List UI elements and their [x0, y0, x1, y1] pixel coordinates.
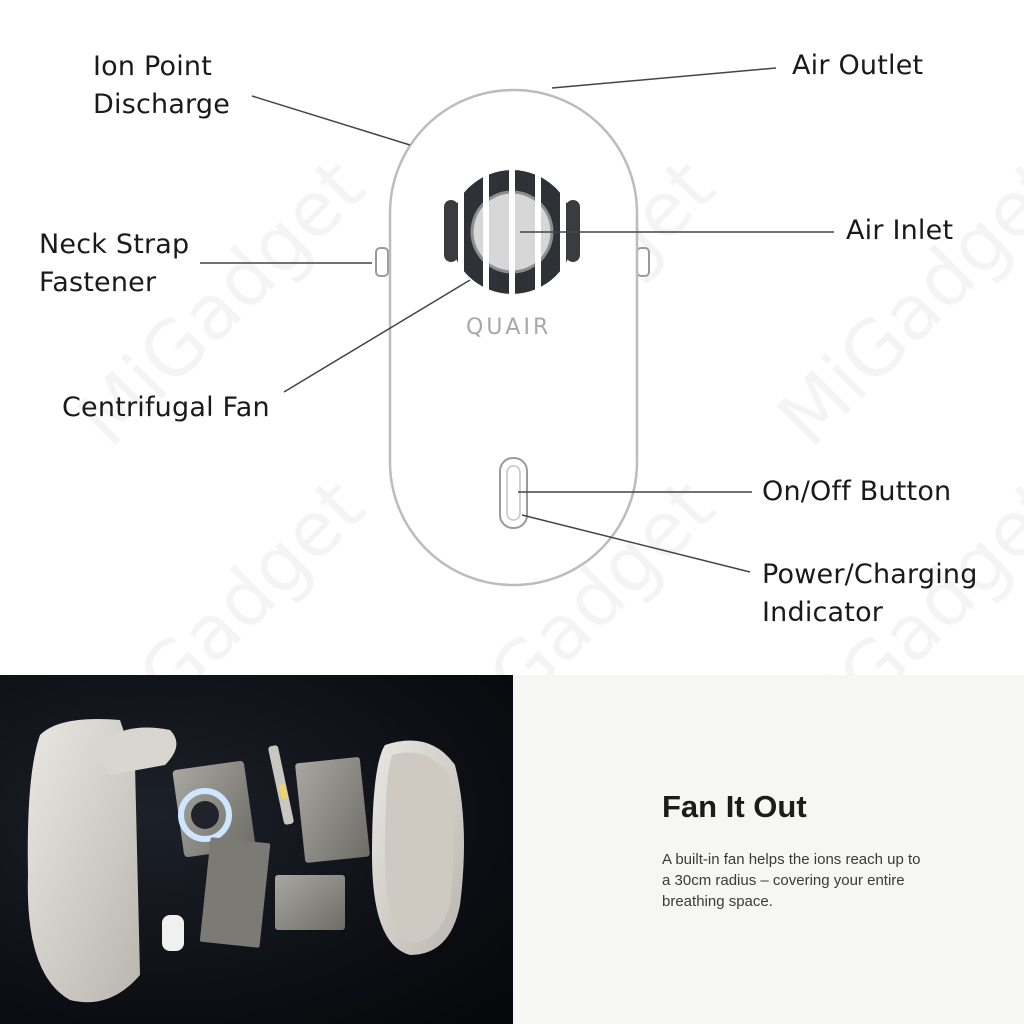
promo-body	[662, 849, 962, 912]
lower-block	[275, 875, 345, 930]
label-neck-strap-fastener	[39, 226, 189, 302]
on-off-button-shape	[500, 458, 527, 528]
brand-logo-text: QUAIR	[466, 315, 552, 340]
promo-body-line: A built-in fan helps the ions reach up to	[662, 851, 921, 868]
back-shell-inner	[385, 753, 454, 944]
promo-body-line: a 30cm radius – covering your entire	[662, 872, 905, 889]
label-power-charging-indicator	[762, 556, 978, 632]
label-line: Power/Charging	[762, 559, 978, 590]
label-on-off-button: On/Off Button	[762, 476, 952, 507]
promo-title: Fan It Out	[662, 789, 807, 824]
promo-body-line: breathing space.	[662, 893, 773, 910]
left-fastener	[376, 248, 388, 276]
label-centrifugal-fan: Centrifugal Fan	[62, 392, 270, 423]
exploded-view-illustration	[0, 675, 513, 1024]
button-part	[162, 915, 184, 951]
exploded-view-photo	[0, 675, 513, 1024]
circuit-board	[200, 837, 271, 948]
right-fastener	[637, 248, 649, 276]
label-ion-point-discharge	[93, 48, 230, 124]
promo-panel	[513, 675, 1024, 1024]
label-line: Fastener	[39, 267, 157, 298]
label-air-inlet: Air Inlet	[846, 215, 954, 246]
battery-block	[295, 757, 370, 863]
label-line: Neck Strap	[39, 229, 190, 260]
label-line: Discharge	[93, 89, 231, 120]
label-line: Indicator	[762, 597, 884, 628]
label-air-outlet: Air Outlet	[792, 50, 924, 81]
label-line: Ion Point	[93, 51, 213, 82]
